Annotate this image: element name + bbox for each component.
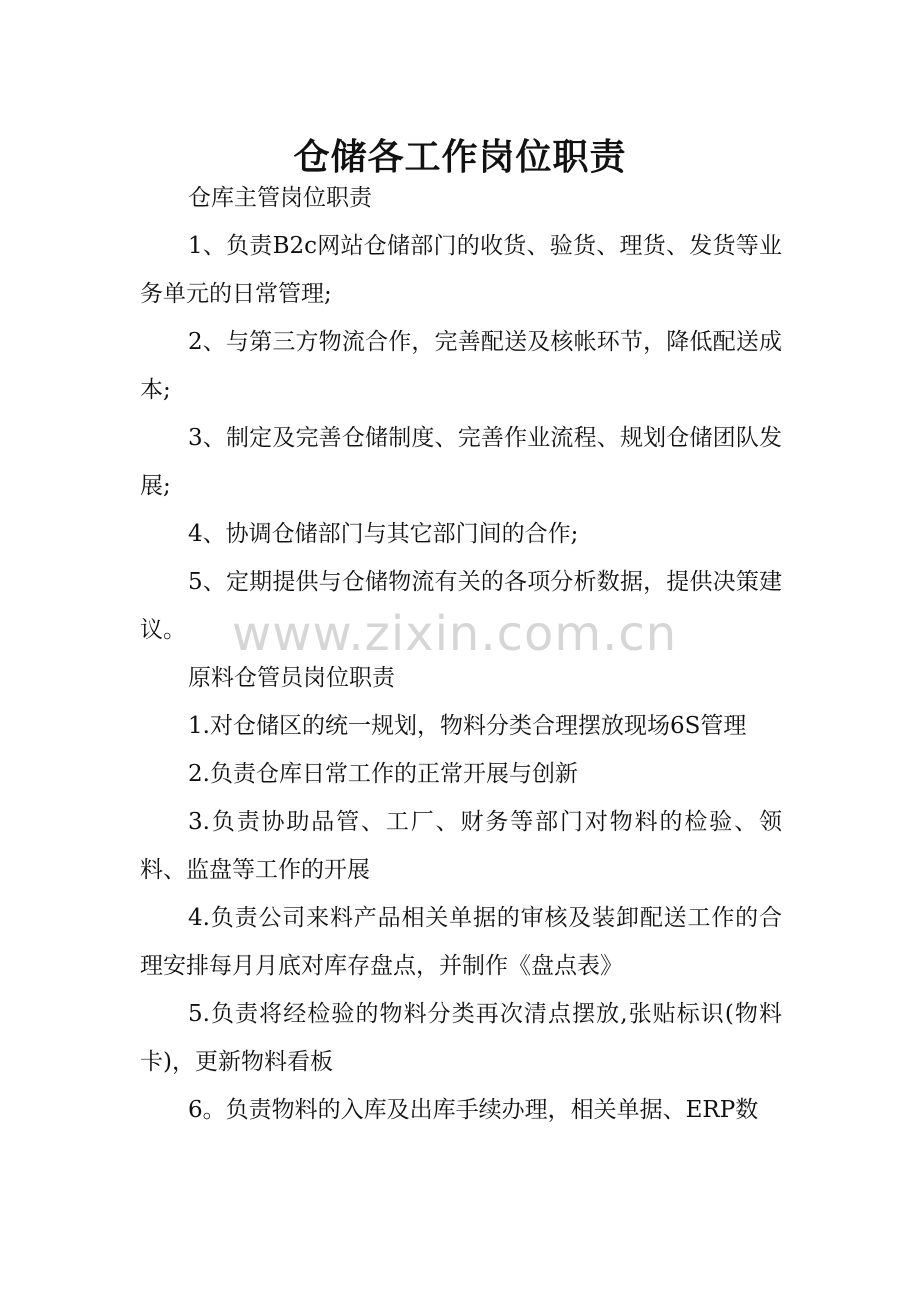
duty-item: 5、定期提供与仓储物流有关的各项分析数据，提供决策建议。 bbox=[140, 569, 782, 643]
duty-item: 5.负责将经检验的物料分类再次清点摆放,张贴标识(物料卡)，更新物料看板 bbox=[140, 1001, 782, 1075]
duty-item: 6。负责物料的入库及出库手续办理，相关单据、ERP数 bbox=[188, 1097, 759, 1123]
duty-item: 3、制定及完善仓储制度、完善作业流程、规划仓储团队发展; bbox=[140, 425, 782, 499]
duty-item: 2.负责仓库日常工作的正常开展与创新 bbox=[188, 761, 578, 787]
document-title: 仓储各工作岗位职责 bbox=[293, 137, 627, 179]
duty-item: 4.负责公司来料产品相关单据的审核及装卸配送工作的合理安排每月月底对库存盘点，并制作《盘点表》 bbox=[140, 905, 782, 979]
watermark: www.zixin.com.cn bbox=[232, 606, 678, 662]
section-heading-warehouse-supervisor: 仓库主管岗位职责 bbox=[188, 185, 372, 211]
duty-item: 3.负责协助品管、工厂、财务等部门对物料的检验、领料、监盘等工作的开展 bbox=[140, 809, 782, 883]
duty-item: 4、协调仓储部门与其它部门间的合作; bbox=[188, 521, 579, 547]
duty-item: 1.对仓储区的统一规划，物料分类合理摆放现场6S管理 bbox=[188, 713, 747, 739]
section-heading-raw-material-keeper: 原料仓管员岗位职责 bbox=[188, 665, 395, 691]
document-body bbox=[140, 174, 782, 1134]
duty-item: 1、负责B2c网站仓储部门的收货、验货、理货、发货等业务单元的日常管理; bbox=[140, 233, 782, 307]
duty-item: 2、与第三方物流合作，完善配送及核帐环节，降低配送成本; bbox=[140, 329, 782, 403]
